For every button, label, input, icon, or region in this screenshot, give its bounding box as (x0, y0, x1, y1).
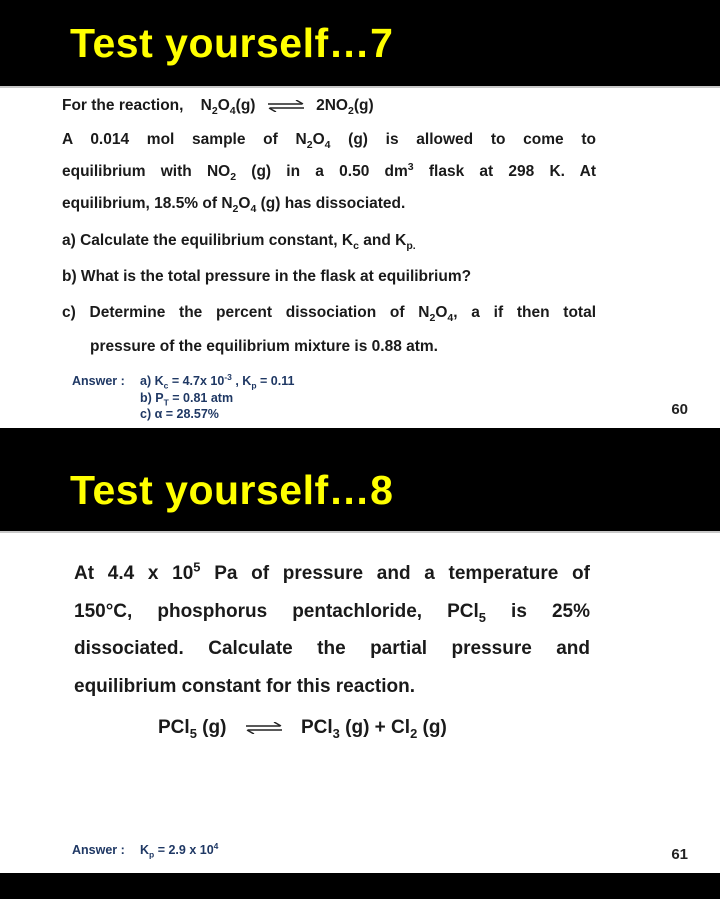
pcl5-equation (158, 717, 447, 739)
slide-1 (0, 0, 720, 428)
reaction-label: For the reaction, (62, 97, 184, 114)
slide-1-title-bar (0, 0, 720, 86)
answer8-value: $K_p = 2.9$ x $10^4$ (140, 840, 219, 860)
answer-label: Answer : (72, 374, 125, 388)
slide-1-title: Test yourself…7 (70, 20, 394, 66)
problem8-line-2: 150°C, phosphorus pentachloride, PCl$_5$ is 25% (74, 601, 590, 625)
answer8-label: Answer : (72, 843, 125, 857)
page-number-60: 60 (671, 401, 688, 418)
slide-2-title: Test yourself…8 (70, 467, 394, 513)
answer-b: b) $P_T = 0.81$ atm (140, 391, 234, 408)
slide-2 (0, 441, 720, 873)
equation-lhs: PCl$_5$ (g) (158, 717, 227, 741)
problem8-line-3: dissociated. Calculate the partial pressure and (74, 638, 590, 659)
reaction-line (62, 97, 596, 118)
problem-line-1: A 0.014 mol sample of $N_2O_4$ (g) is allowed to come to (62, 131, 596, 152)
page-number-61: 61 (671, 846, 688, 863)
question-c-line-2: pressure of the equilibrium mixture is 0.88 atm. (90, 338, 438, 355)
equilibrium-arrow-icon (266, 100, 306, 112)
problem-line-2: equilibrium with $NO_2$ (g) in a 0.50 $dm^3$ flask at 298 K. At (62, 160, 596, 184)
problem8-line-1: At 4.4 x $10^5$ Pa of pressure and a temperature of (74, 559, 590, 584)
question-b: b) What is the total pressure in the flask at equilibrium? (62, 268, 472, 285)
slide-1-divider (0, 86, 720, 88)
answer-c: c) α = 28.57% (140, 407, 219, 421)
answer-a: a) $K_c = 4.7x$ $10^{-3}$ , $K_p = 0.11$ (140, 371, 295, 391)
slide-2-title-bar (0, 441, 720, 531)
problem-line-3: equilibrium, 18.5% of $N_2O_4$ (g) has dissociated. (62, 195, 406, 216)
equation-rhs: PCl$_3$ $(g) + Cl_2$ (g) (300, 717, 447, 741)
slide-2-divider (0, 531, 720, 533)
reaction-lhs: $N_2O_4(g)$ (200, 97, 256, 118)
question-a: a) Calculate the equilibrium constant, $K_c$ and $K_{p.}$ (62, 232, 416, 253)
problem8-line-4: equilibrium constant for this reaction. (74, 676, 415, 697)
reaction-rhs: $2NO_2(g)$ (316, 97, 374, 118)
equilibrium-arrow-icon (244, 722, 284, 734)
question-c-line-1: c) Determine the percent dissociation of $N_2O_4$, a if then total (62, 304, 596, 325)
